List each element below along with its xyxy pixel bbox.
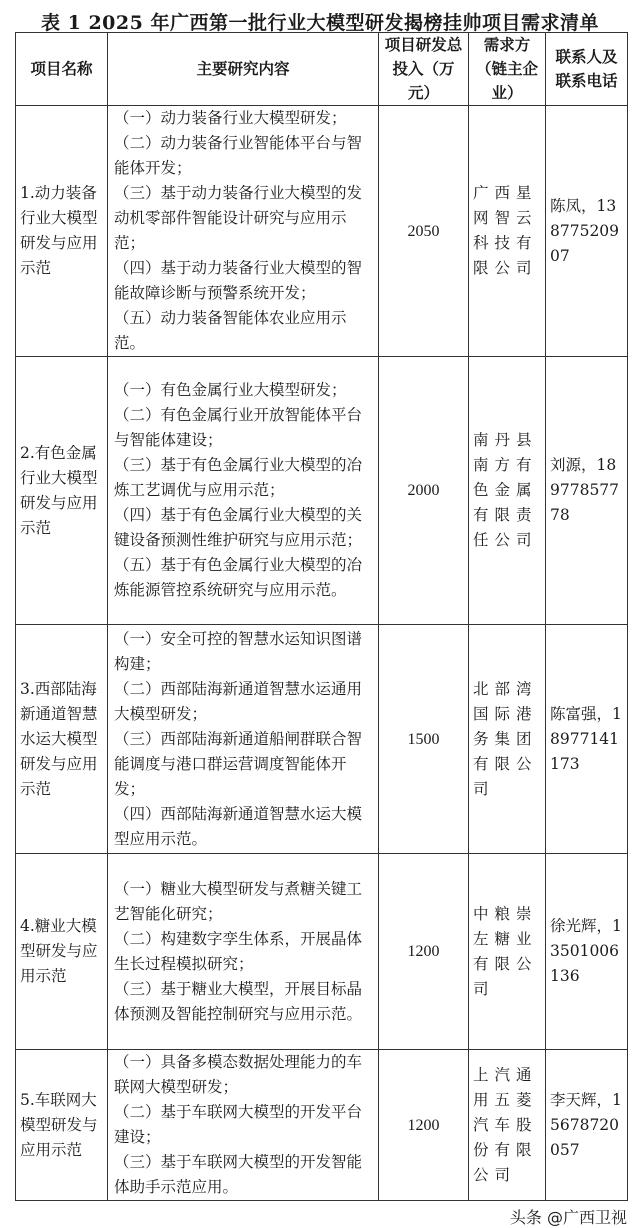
content-item: （三）基于有色金属行业大模型的冶炼工艺调优与应用示范； <box>114 456 363 499</box>
content-item: （一）动力装备行业大模型研发； <box>114 109 347 127</box>
requirements-table <box>15 32 628 1201</box>
contact-cell: 陈富强，18977141173 <box>546 625 628 854</box>
investment-cell: 1200 <box>379 1050 469 1201</box>
content-item: （二）有色金属行业开放智能体平台与智能体建设； <box>114 406 363 449</box>
table-row <box>16 357 628 625</box>
table-row <box>16 854 628 1050</box>
content-item: （一）糖业大模型研发与煮糖关键工艺智能化研究； <box>114 879 363 923</box>
content-item: （三）基于车联网大模型的开发智能体助手示范应用。 <box>114 1153 363 1196</box>
content-item: （一）安全可控的智慧水运知识图谱构建； <box>114 629 363 673</box>
content-item: （五）基于有色金属行业大模型的冶炼能源管控系统研究与应用示范。 <box>114 556 363 599</box>
project-name-cell: 2.有色金属行业大模型研发与应用示范 <box>16 357 108 625</box>
content-cell <box>108 106 379 357</box>
content-item: （二）基于车联网大模型的开发平台建设； <box>114 1103 363 1146</box>
content-item: （三）西部陆海新通道船闸群联合智能调度与港口群运营调度智能体开发； <box>114 729 363 798</box>
project-name-cell: 4.糖业大模型研发与应用示范 <box>16 854 108 1050</box>
content-item: （五）动力装备智能体农业应用示范。 <box>114 309 347 352</box>
project-name-cell: 5.车联网大模型研发与应用示范 <box>16 1050 108 1201</box>
header-demander: 需求方（链主企业） <box>469 33 546 106</box>
demander-cell: 上汽通用五菱汽车股份有限公司 <box>469 1050 546 1201</box>
contact-cell: 李天辉，15678720057 <box>546 1050 628 1201</box>
project-name-cell: 3.西部陆海新通道智慧水运大模型研发与应用示范 <box>16 625 108 854</box>
content-item: （三）基于动力装备行业大模型的发动机零部件智能设计研究与应用示范； <box>114 184 363 252</box>
content-item: （一）具备多模态数据处理能力的车联网大模型研发； <box>114 1053 363 1096</box>
content-item: （一）有色金属行业大模型研发； <box>114 381 347 399</box>
demander-cell: 中粮崇左糖业有限公司 <box>469 854 546 1050</box>
contact-cell: 陈凤，13877520907 <box>546 106 628 357</box>
investment-cell: 2000 <box>379 357 469 625</box>
content-item: （二）构建数字孪生体系，开展晶体生长过程模拟研究； <box>114 929 363 973</box>
watermark-row <box>0 1201 627 1228</box>
content-item: （二）动力装备行业智能体平台与智能体开发； <box>114 134 363 177</box>
content-item: （四）西部陆海新通道智慧水运大模型应用示范。 <box>114 804 363 848</box>
contact-cell: 刘源，18977857778 <box>546 357 628 625</box>
contact-cell: 徐光辉，13501006136 <box>546 854 628 1050</box>
table-row <box>16 106 628 357</box>
content-cell <box>108 854 379 1050</box>
table-title: 表 1 2025 年广西第一批行业大模型研发揭榜挂帅项目需求清单 <box>41 12 599 34</box>
header-contact: 联系人及联系电话 <box>546 33 628 106</box>
content-cell <box>108 625 379 854</box>
project-name-cell: 1.动力装备行业大模型研发与应用示范 <box>16 106 108 357</box>
content-cell <box>108 1050 379 1201</box>
header-content: 主要研究内容 <box>108 33 379 106</box>
header-project-name: 项目名称 <box>16 33 108 106</box>
header-row <box>16 33 628 106</box>
demander-cell: 广西星网智云科技有限公司 <box>469 106 546 357</box>
content-item: （四）基于有色金属行业大模型的关键设备预测性维护研究与应用示范； <box>114 506 363 549</box>
table-row <box>16 625 628 854</box>
demander-cell: 南丹县南方有色金属有限责任公司 <box>469 357 546 625</box>
demander-cell: 北部湾国际港务集团有限公司 <box>469 625 546 854</box>
investment-cell: 2050 <box>379 106 469 357</box>
content-item: （二）西部陆海新通道智慧水运通用大模型研发； <box>114 679 363 723</box>
header-investment: 项目研发总投入（万元） <box>379 33 469 106</box>
watermark: 头条 @广西卫视 <box>509 1208 627 1227</box>
table-row <box>16 1050 628 1201</box>
content-item: （三）基于糖业大模型，开展目标晶体预测及智能控制研究与应用示范。 <box>114 979 363 1023</box>
investment-cell: 1500 <box>379 625 469 854</box>
content-cell <box>108 357 379 625</box>
content-item: （四）基于动力装备行业大模型的智能故障诊断与预警系统开发； <box>114 259 363 302</box>
investment-cell: 1200 <box>379 854 469 1050</box>
